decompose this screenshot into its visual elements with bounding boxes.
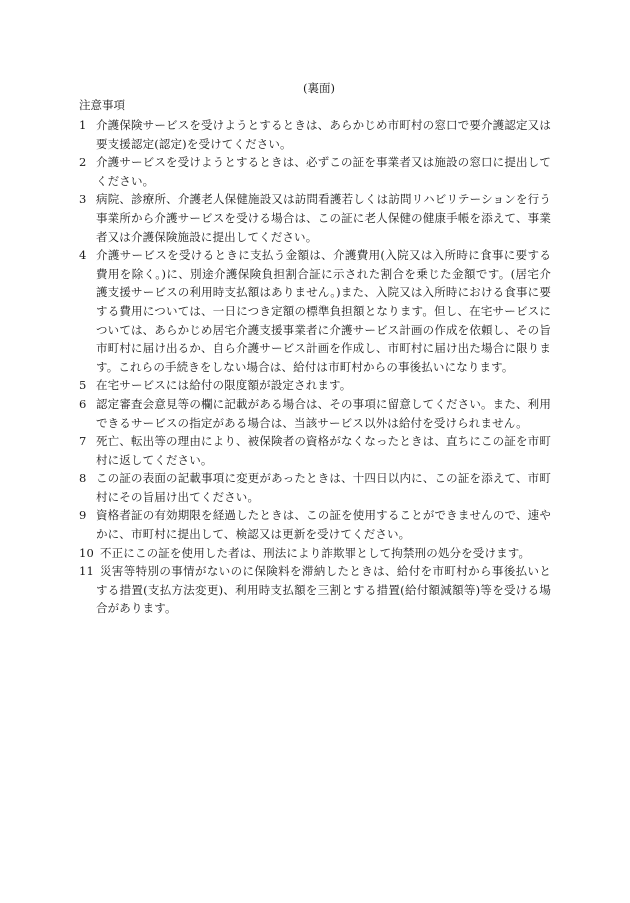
note-number: 9 (79, 508, 87, 523)
note-item (79, 432, 551, 469)
note-text: 介護保険サービスを受けようとするときは、あらかじめ市町村の窓口で要介護認定又は要支援認定(認定)を受けてください。 (96, 118, 551, 151)
note-text: 認定審査会意見等の欄に記載がある場合は、その事項に留意してください。また、利用できるサービスの指定がある場合は、当該サービス以外は給付を受けられません。 (96, 396, 551, 430)
note-number: 2 (79, 155, 87, 170)
note-text: 不正にこの証を使用した者は、刑法により詐欺罪として拘禁刑の処分を受けます。 (100, 545, 531, 560)
note-number: 11 (79, 564, 94, 579)
note-text: 災害等特別の事情がないのに保険料を滞納したときは、給付を市町村から事後払いとする措置(支払方法変更)、利用時支払額を三割とする措置(給付額減額等)等を受ける場合があります。 (96, 564, 551, 616)
note-number: 5 (79, 378, 87, 393)
note-item (79, 506, 551, 543)
note-item (79, 376, 551, 395)
notes-list (79, 116, 551, 618)
page-side-title: (裏面) (303, 81, 335, 95)
note-item (79, 246, 551, 376)
note-text: 病院、診療所、介護老人保健施設又は訪問看護若しくは訪問リハビリテーションを行う事業所から介護サービスを受ける場合は、この証に老人保健の健康手帳を添えて、事業者又は介護保険施設に提出してください。 (96, 192, 551, 244)
note-number: 6 (79, 396, 87, 411)
note-item (79, 395, 551, 432)
note-item (79, 190, 551, 246)
note-item (79, 544, 551, 563)
note-number: 1 (79, 118, 87, 132)
note-text: この証の表面の記載事項に変更があったときは、十四日以内に、この証を添えて、市町村にその旨届け出てください。 (96, 471, 551, 504)
note-text: 介護サービスを受けようとするときは、必ずこの証を事業者又は施設の窓口に提出してください。 (96, 155, 551, 188)
note-item (79, 153, 551, 190)
notes-heading: 注意事項 (79, 98, 125, 112)
note-text: 在宅サービスには給付の限度額が設定されます。 (96, 378, 352, 393)
note-text: 資格者証の有効期限を経過したときは、この証を使用することができませんので、速やかに、市町村に提出して、検認又は更新を受けてください。 (96, 508, 551, 542)
note-item (79, 116, 551, 153)
note-text: 死亡、転出等の理由により、被保険者の資格がなくなったときは、直ちにこの証を市町村に返してください。 (96, 434, 551, 467)
note-number: 3 (79, 192, 87, 207)
note-item (79, 469, 551, 506)
note-number: 4 (79, 248, 87, 263)
note-number: 10 (79, 545, 94, 560)
note-number: 8 (79, 471, 87, 486)
note-number: 7 (79, 434, 87, 449)
note-item (79, 562, 551, 618)
note-text: 介護サービスを受けるときに支払う金額は、介護費用(入院又は入所時に食事に要する費用を除く。)に、別途介護保険負担割合証に示された割合を乗じた金額です。(居宅介護支援サービスの利用時支払額はありません。)また、入院又は入所時における食事に要する費用については、一日につき定額の標準負担額となります。但し、在宅サービスについては、あらかじめ居宅介護支援事業者に介護サービス計画の作成を依頼し、その旨市町村に届け出るか、自ら介護サービス計画を作成し、市町村に届け出た場合に限ります。これらの手続きをしない場合は、給付は市町村からの事後払いになります。 (96, 248, 551, 374)
